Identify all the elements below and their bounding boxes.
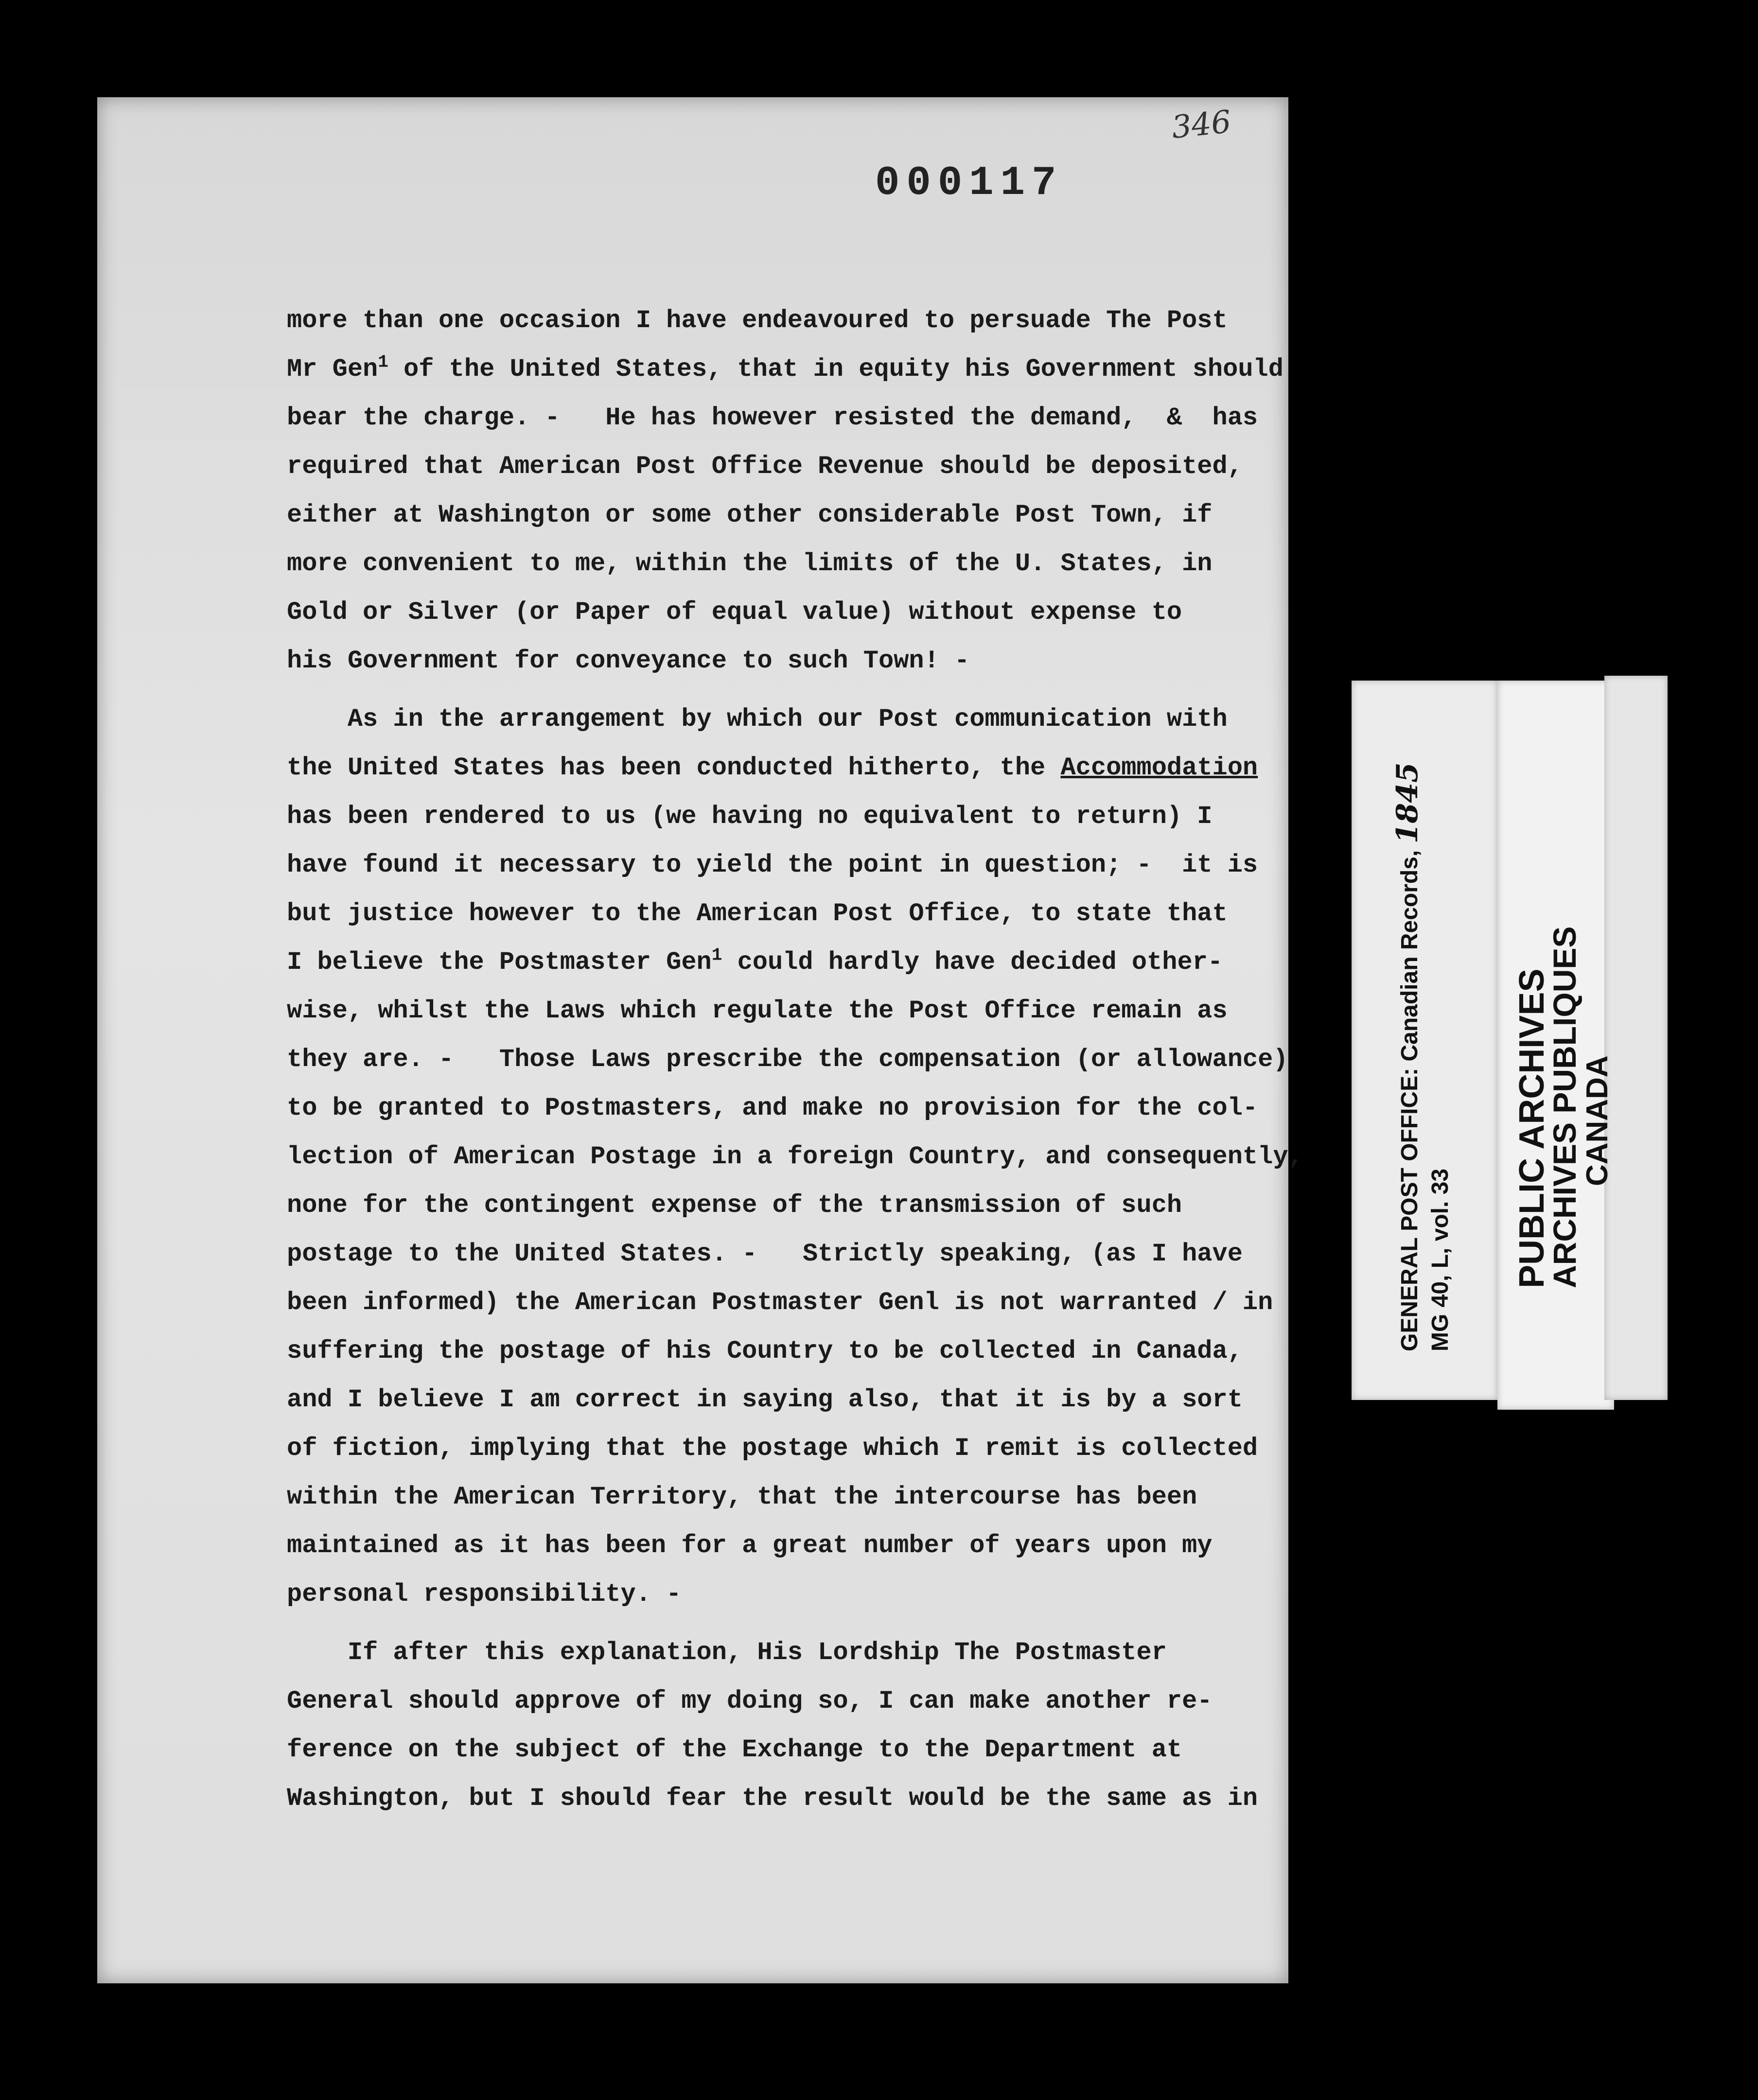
text-line: If after this explanation, His Lordship The Postmaster — [287, 1638, 1167, 1667]
record-label-line-1 — [1390, 762, 1424, 1351]
archive-stamp-line-3: CANADA — [1581, 1055, 1614, 1186]
record-label-strip — [1352, 681, 1497, 1400]
text-line: has been rendered to us (we having no equivalent to return) I — [287, 802, 1213, 831]
page-number: 346 — [1170, 104, 1233, 146]
text-line: Mr Gen$^1$ of the United States, that in equity his Government should — [287, 352, 1283, 384]
text-line: more convenient to me, within the limits of the U. States, in — [287, 549, 1213, 578]
text-line: they are. - Those Laws prescribe the compensation (or allowance) — [287, 1045, 1288, 1074]
text-line: and I believe I am correct in saying also, that it is by a sort — [287, 1385, 1243, 1414]
text-line: postage to the United States. - Strictly speaking, (as I have — [287, 1240, 1243, 1268]
record-year: 1845 — [1390, 762, 1424, 844]
text-line: but justice however to the American Post Office, to state that — [287, 899, 1228, 928]
text-line: I believe the Postmaster Gen$^1$ could hardly have decided other- — [287, 945, 1223, 977]
text-line: wise, whilst the Laws which regulate the Post Office remain as — [287, 997, 1228, 1025]
text-line: the United States has been conducted hitherto, the Accommodation — [287, 753, 1258, 782]
text-line: more than one occasion I have endeavoured to persuade The Post — [287, 306, 1228, 335]
text-line: required that American Post Office Revenue should be deposited, — [287, 452, 1243, 481]
text-line: his Government for conveyance to such Town! - — [287, 647, 970, 675]
text-line: of fiction, implying that the postage which I remit is collected — [287, 1434, 1258, 1463]
record-label-text: GENERAL POST OFFICE: Canadian Records, — [1397, 850, 1423, 1351]
text-line: have found it necessary to yield the point in question; - it is — [287, 851, 1258, 879]
text-line: Gold or Silver (or Paper of equal value) without expense to — [287, 598, 1182, 627]
text-line: personal responsibility. - — [287, 1580, 682, 1609]
text-line: maintained as it has been for a great number of years upon my — [287, 1531, 1213, 1560]
text-line: ference on the subject of the Exchange to the Department at — [287, 1735, 1182, 1764]
text-line: none for the contingent expense of the transmission of such — [287, 1191, 1182, 1220]
archive-stamp-line-2: ARCHIVES PUBLIQUES — [1547, 926, 1582, 1288]
edge-strip — [1604, 676, 1668, 1400]
text-line: within the American Territory, that the intercourse has been — [287, 1483, 1197, 1511]
archive-stamp-line-1: PUBLIC ARCHIVES — [1512, 968, 1551, 1288]
text-line: bear the charge. - He has however resisted the demand, & has — [287, 403, 1258, 432]
text-line: As in the arrangement by which our Post communication with — [287, 705, 1228, 734]
text-line: to be granted to Postmasters, and make no provision for the col- — [287, 1094, 1258, 1122]
text-line: Washington, but I should fear the result would be the same as in — [287, 1784, 1258, 1813]
text-line: suffering the postage of his Country to be collected in Canada, — [287, 1337, 1243, 1365]
record-label-line-2: MG 40, L, vol. 33 — [1427, 1168, 1453, 1351]
text-line: been informed) the American Postmaster Genl is not warranted / in — [287, 1288, 1273, 1317]
text-line: General should approve of my doing so, I can make another re- — [287, 1687, 1213, 1715]
text-line: either at Washington or some other considerable Post Town, if — [287, 501, 1213, 529]
document-number: 000117 — [875, 160, 1063, 207]
text-line: lection of American Postage in a foreign Country, and consequently, — [287, 1142, 1303, 1171]
